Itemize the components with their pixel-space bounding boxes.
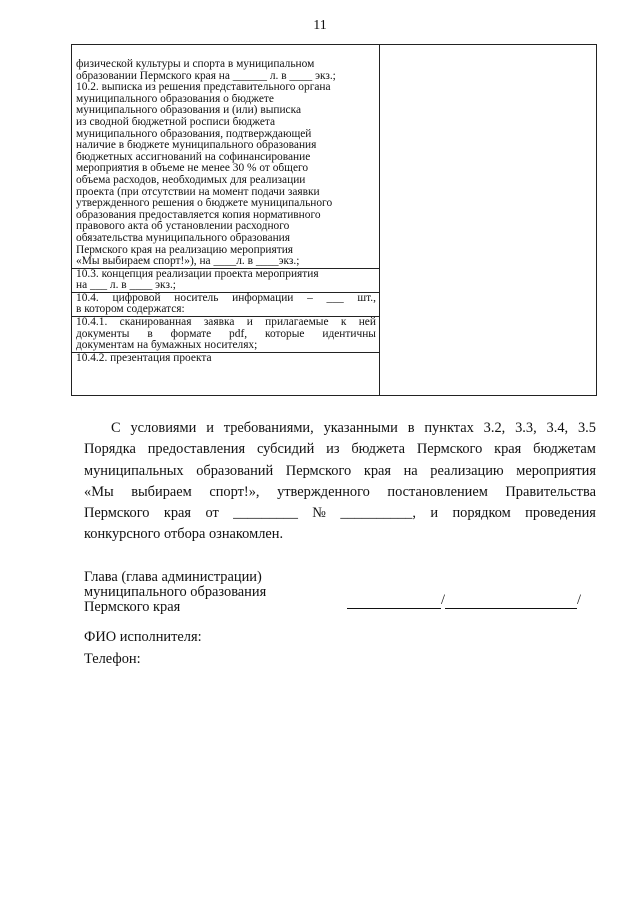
word: и [430,505,439,522]
table-line: на ___ л. в ____ экз.; [76,280,176,292]
word: реализацию [430,462,504,479]
word: Пермского [416,441,483,458]
signature-block [84,570,266,614]
table-left-cell [72,45,380,395]
word: __________, [340,505,416,522]
paragraph-line [84,461,596,482]
table-line: бюджетных ассигнований на софинансирование [76,151,311,163]
word: порядком [452,505,511,522]
word: документы [76,327,130,340]
table-line: 10.3. концепция реализации проекта мероприятия [76,268,319,280]
signature-lines [347,592,581,609]
word: 3.3, [515,420,537,436]
word: шт., [357,291,376,304]
word: ней [358,316,376,329]
paragraph-line [84,482,596,503]
word: и [246,316,253,329]
word: С [111,420,121,436]
table-line: Пермского края на реализацию мероприятия [76,244,294,256]
word: носитель [174,291,219,304]
word: 10.4. [76,291,99,304]
word: сканированная [119,316,192,329]
signature-slash: / [577,592,581,608]
word: и [206,420,214,436]
signatory-title: Пермского края [84,598,181,615]
item-10-4-line [76,293,376,305]
word: информации [232,291,294,304]
table-line: 10.4.2. презентация проекта [76,352,212,364]
phone-label: Телефон: [84,650,141,667]
table-line: утвержденного решения о бюджете муниципального [76,198,333,210]
word: № [312,505,327,522]
table-line: «Мы выбираем спорт!»), на ____л. в ____экз.; [76,256,300,268]
executor-label: ФИО исполнителя: [84,629,202,645]
word: 3.5 [577,420,596,436]
table-line: муниципального образования и (или) выписка [76,105,302,117]
word: пунктах [424,420,474,436]
word: предоставления [147,441,246,458]
table-line: из сводной бюджетной росписи бюджета [76,116,276,128]
paragraph-line [84,439,596,460]
word: которые [265,327,305,340]
word: постановлением [387,483,488,500]
word: бюджетам [533,441,596,458]
paragraph-line [84,418,596,439]
contact-block [84,627,202,670]
word: Порядка [84,441,136,458]
word: мероприятия [516,462,596,479]
word: условиями [130,420,197,436]
word: проведения [525,505,596,522]
word: муниципальных [84,462,184,479]
table-line: 10.2. выписка из решения представительного органа [76,82,331,94]
page-number: 11 [313,18,327,33]
name-blank [445,594,577,609]
item-10-4-1-line [76,329,376,341]
table-line: наличие в бюджете муниципального образования [76,140,317,152]
acknowledgement-paragraph [84,418,596,546]
word: в [407,420,415,436]
word: выбираем [131,483,192,500]
document-table [71,44,597,396]
table-line: обязательства муниципального образования [76,232,291,244]
table-line: документам на бумажных носителях; [76,340,258,352]
word: в [147,327,153,340]
word: из [326,441,340,458]
table-line: правового акта об установлении расходного [76,221,290,233]
word: утвержденного [277,483,370,500]
signature-blank [347,594,441,609]
table-right-cell [380,45,596,395]
word: субсидий [256,441,315,458]
word: цифровой [112,291,161,304]
word: 3.4, [546,420,569,436]
word: ___ [326,291,344,304]
word: «Мы [84,483,114,500]
table-line: проекта (при отсутствии на момент подачи заявки [76,186,320,198]
word: на [403,462,418,479]
word: Пермского [285,462,352,479]
table-line: объема расходов, необходимых для реализации [76,174,306,186]
table-line: образования предоставляется копия нормативного [76,209,321,221]
signatory-title: муниципального образования [84,583,267,600]
word: Правительства [505,483,596,500]
word: бюджета [351,441,405,458]
word: _________ [233,505,298,522]
word: 10.4.1. [76,316,108,329]
word: формате [170,327,212,340]
signatory-title: Глава (глава администрации) [84,569,262,585]
word: pdf, [229,327,248,340]
word: прилагаемые [265,316,329,329]
table-line: мероприятия в объеме не менее 30 % от общего [76,163,309,175]
table-line: в котором содержатся: [76,304,185,316]
word: Пермского [84,505,150,522]
word: – [307,291,313,304]
word: спорт!», [209,483,260,500]
word: требованиями, [223,420,314,436]
item-10-4-1-line [76,317,376,329]
word: идентичны [322,327,376,340]
word: указанными [323,420,398,436]
word: от [205,505,219,522]
paragraph-line: конкурсного отбора ознакомлен. [84,526,284,543]
word: к [340,316,347,329]
paragraph-line [84,503,596,524]
signature-slash: / [441,592,445,608]
word: образований [196,462,274,479]
table-line: физической культуры и спорта в муниципальном [76,59,315,70]
word: края [363,462,392,479]
word: края [494,441,522,458]
table-line: муниципального образования о бюджете [76,93,274,105]
table-line: образовании Пермского края на ______ л. в ____ экз.; [76,70,336,82]
word: края [163,505,192,522]
word: 3.2, [483,420,506,436]
table-line: муниципального образования, подтверждающей [76,128,312,140]
word: заявка [203,316,235,329]
